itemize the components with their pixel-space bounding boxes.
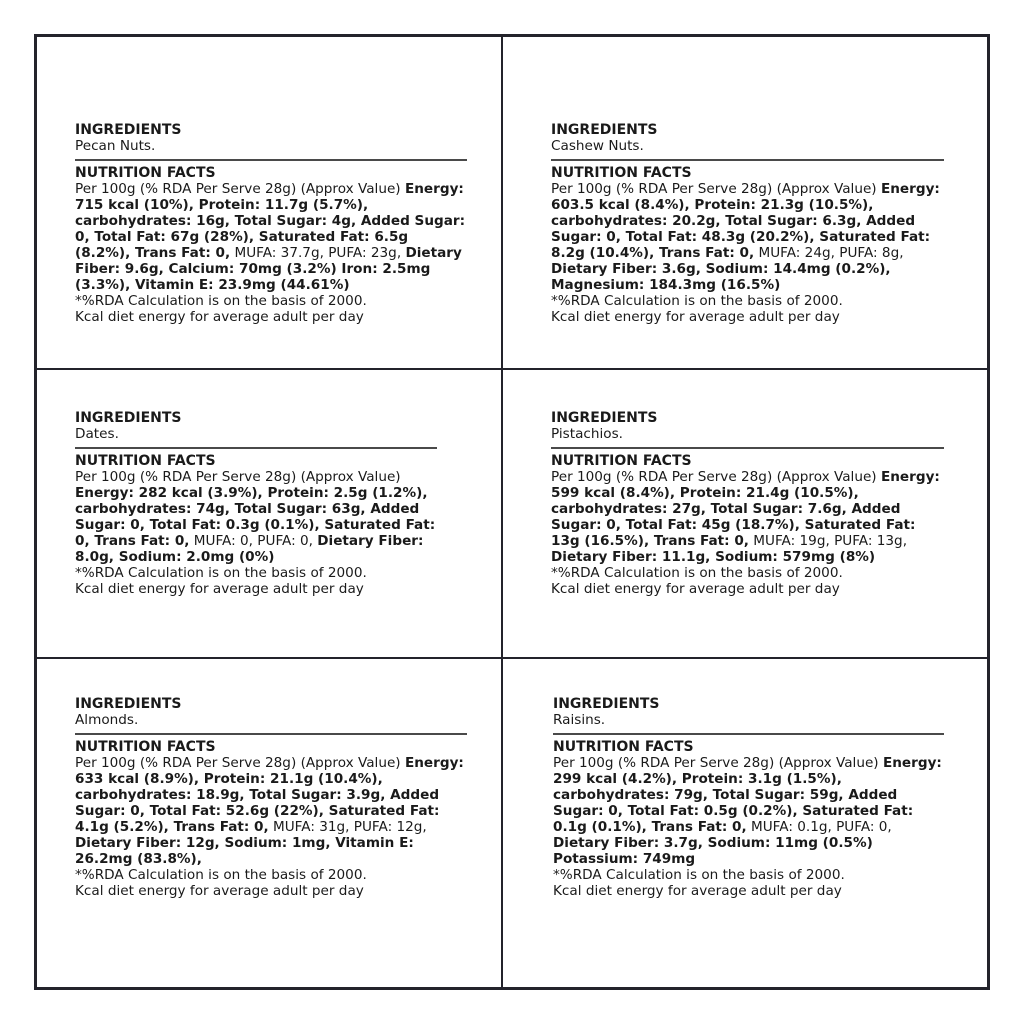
nutrition-facts-bold-2: Dietary Fiber: 11.1g, Sodium: 579mg (8%) [551,548,876,565]
nutrition-facts-bold-1: Energy: 715 kcal (10%), Protein: 11.7g (5.7%), carbohydrates: 16g, Total Sugar: 4g, Added Sugar: 0, Total Fat: 67g (28%), Saturated Fat: 6.5g (8.2%), Trans Fat: 0, [75,180,466,261]
nutrition-facts-normal: MUFA: 31g, PUFA: 12g, [268,818,427,835]
nutrition-facts-bold-1: Energy: 633 kcal (8.9%), Protein: 21.1g (10.4%), carbohydrates: 18.9g, Total Sugar: 3.9g, Added Sugar: 0, Total Fat: 52.6g (22%), Saturated Fat: 4.1g (5.2%), Trans Fat: 0, [75,754,464,835]
ingredients-heading: INGREDIENTS [75,696,182,712]
nutrition-facts-normal: MUFA: 37.7g, PUFA: 23g, [230,244,406,261]
nutrition-facts-normal: MUFA: 0, PUFA: 0, [189,532,318,549]
nutrition-facts-bold-2: Dietary Fiber: 3.6g, Sodium: 14.4mg (0.2%), Magnesium: 184.3mg (16.5%) [551,260,891,293]
rda-note-line-2: Kcal diet energy for average adult per day [553,882,842,899]
ingredient-name: Almonds. [75,712,139,728]
ingredient-name: Cashew Nuts. [551,138,644,154]
panel-almonds [75,696,467,899]
vertical-divider [501,37,503,987]
horizontal-divider-1 [37,368,987,370]
nutrition-body [551,181,944,293]
panel-pecan [75,122,467,325]
ingredients-heading: INGREDIENTS [75,122,182,138]
nutrition-facts-bold-2: Dietary Fiber: 9.6g, Calcium: 70mg (3.2%) Iron: 2.5mg (3.3%), Vitamin E: 23.9mg (44.61%) [75,244,462,293]
ingredients-heading: INGREDIENTS [551,410,658,426]
nutrition-facts-bold-1: Energy: 282 kcal (3.9%), Protein: 2.5g (1.2%), carbohydrates: 74g, Total Sugar: 63g, Added Sugar: 0, Total Fat: 0.3g (0.1%), Saturated Fat: 0, Trans Fat: 0, [75,484,436,549]
rda-note-line-2: Kcal diet energy for average adult per day [75,882,364,899]
ingredient-name: Pecan Nuts. [75,138,156,154]
ingredients-heading: INGREDIENTS [75,410,182,426]
nutrition-facts-bold-2: Dietary Fiber: 12g, Sodium: 1mg, Vitamin E: 26.2mg (83.8%), [75,834,414,867]
rda-note-line-2: Kcal diet energy for average adult per day [75,308,364,325]
nutrition-intro: Per 100g (% RDA Per Serve 28g) (Approx Value) [75,180,401,197]
nutrition-body [75,181,467,293]
nutrition-facts-normal: MUFA: 24g, PUFA: 8g, [754,244,904,261]
rda-note-line-1: *%RDA Calculation is on the basis of 2000. [75,564,367,581]
nutrition-facts-bold-1: Energy: 599 kcal (8.4%), Protein: 21.4g (10.5%), carbohydrates: 27g, Total Sugar: 7.6g, Added Sugar: 0, Total Fat: 45g (18.7%), Saturated Fat: 13g (16.5%), Trans Fat: 0, [551,468,940,549]
rda-note-line-2: Kcal diet energy for average adult per day [551,580,840,597]
panel-pistachios [551,410,944,597]
nutrition-intro: Per 100g (% RDA Per Serve 28g) (Approx Value) [551,180,877,197]
ingredient-name: Raisins. [553,712,606,728]
nutrition-facts-bold-1: Energy: 299 kcal (4.2%), Protein: 3.1g (1.5%), carbohydrates: 79g, Total Sugar: 59g, Added Sugar: 0, Total Fat: 0.5g (0.2%), Saturated Fat: 0.1g (0.1%), Trans Fat: 0, [553,754,942,835]
ingredient-name: Pistachios. [551,426,624,442]
ingredient-name: Dates. [75,426,119,442]
nutrition-facts-bold-1: Energy: 603.5 kcal (8.4%), Protein: 21.3g (10.5%), carbohydrates: 20.2g, Total Sugar: 6.3g, Added Sugar: 0, Total Fat: 48.3g (20.2%), Saturated Fat: 8.2g (10.4%), Trans Fat: 0, [551,180,940,261]
ingredients-heading: INGREDIENTS [551,122,658,138]
nutrition-facts-normal: MUFA: 19g, PUFA: 13g, [748,532,908,549]
panel-cashew [551,122,944,325]
nutrition-body [75,469,437,565]
panel-dates [75,410,437,597]
divider-rule [551,159,944,161]
nutrition-intro: Per 100g (% RDA Per Serve 28g) (Approx Value) [75,754,401,771]
ingredients-heading: INGREDIENTS [553,696,660,712]
rda-note-line-1: *%RDA Calculation is on the basis of 2000. [551,292,843,309]
panel-raisins [553,696,944,899]
nutrition-heading: NUTRITION FACTS [551,452,692,469]
nutrition-heading: NUTRITION FACTS [75,452,216,469]
rda-note-line-2: Kcal diet energy for average adult per day [551,308,840,325]
rda-note-line-1: *%RDA Calculation is on the basis of 2000. [75,866,367,883]
nutrition-heading: NUTRITION FACTS [553,738,694,755]
nutrition-body [75,755,467,867]
rda-note-line-1: *%RDA Calculation is on the basis of 2000. [551,564,843,581]
rda-note-line-2: Kcal diet energy for average adult per day [75,580,364,597]
rda-note-line-1: *%RDA Calculation is on the basis of 2000. [553,866,845,883]
nutrition-heading: NUTRITION FACTS [551,164,692,181]
nutrition-heading: NUTRITION FACTS [75,738,216,755]
nutrition-body [551,469,944,565]
divider-rule [75,159,467,161]
nutrition-heading: NUTRITION FACTS [75,164,216,181]
nutrition-body [553,755,944,867]
nutrition-facts-bold-2: Dietary Fiber: 8.0g, Sodium: 2.0mg (0%) [75,532,424,565]
divider-rule [75,447,437,449]
divider-rule [551,447,944,449]
nutrition-intro: Per 100g (% RDA Per Serve 28g) (Approx Value) [75,468,401,485]
nutrition-intro: Per 100g (% RDA Per Serve 28g) (Approx Value) [551,468,877,485]
rda-note-line-1: *%RDA Calculation is on the basis of 2000. [75,292,367,309]
nutrition-facts-normal: MUFA: 0.1g, PUFA: 0, [746,818,892,835]
horizontal-divider-2 [37,657,987,659]
nutrition-intro: Per 100g (% RDA Per Serve 28g) (Approx Value) [553,754,879,771]
divider-rule [75,733,467,735]
divider-rule [553,733,944,735]
nutrition-facts-bold-2: Dietary Fiber: 3.7g, Sodium: 11mg (0.5%) Potassium: 749mg [553,834,873,867]
